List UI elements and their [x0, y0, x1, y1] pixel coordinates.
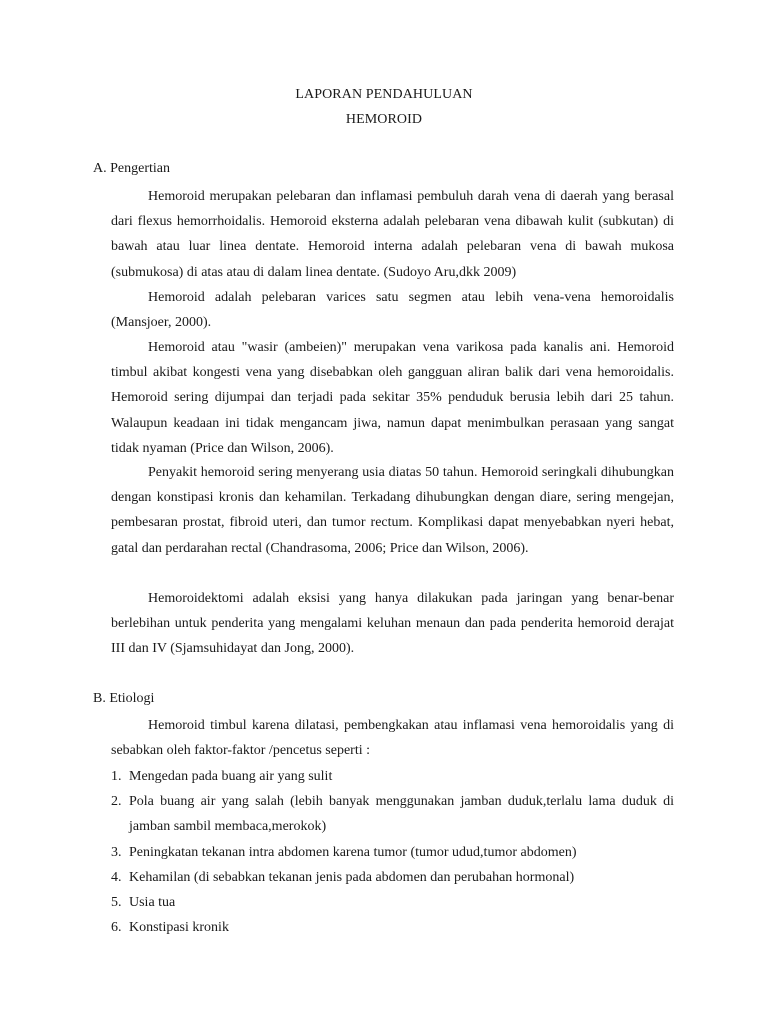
section-heading-etiologi: B. Etiologi [93, 691, 155, 706]
list-number: 2. [111, 794, 122, 810]
etiologi-list [111, 764, 674, 940]
paragraph: Hemoroid adalah pelebaran varices satu segmen atau lebih vena-vena hemoroidalis (Mansjoer, 2000). [111, 290, 674, 331]
list-item [111, 865, 674, 890]
document-subtitle: HEMOROID [345, 112, 423, 127]
list-number: 1. [111, 769, 122, 784]
list-item [111, 915, 674, 940]
paragraph: Hemoroid atau "wasir (ambeien)" merupakan vena varikosa pada kanalis ani. Hemoroid timbul akibat kongesti vena yang disebabkan oleh gangguan aliran balik dari vena hemoroidalis. Hemoroid sering dijumpai dan terjadi pada sekitar 35% penduduk berusia lebih dari 25 tahun. Walaupun keadaan ini tidak mengancam jiwa, namun dapat menimbulkan perasaan yang sangat tidak nyaman (Price dan Wilson, 2006). [111, 340, 674, 456]
list-number: 6. [111, 920, 122, 936]
list-item-text: Mengedan pada buang air yang sulit [129, 769, 333, 784]
list-item-text: Kehamilan (di sebabkan tekanan jenis pada abdomen dan perubahan hormonal) [129, 869, 575, 885]
list-item-text: Peningkatan tekanan intra abdomen karena tumor (tumor udud,tumor abdomen) [129, 844, 577, 860]
section-heading-pengertian: A. Pengertian [93, 161, 170, 176]
paragraph: Penyakit hemoroid sering menyerang usia diatas 50 tahun. Hemoroid seringkali dihubungkan dengan konstipasi kronis dan kehamilan. Terkadang dihubungkan dengan diare, sering mengejan, pembesaran prostat, fibroid uteri, dan tumor rectum. Komplikasi dapat menyebabkan nyeri hebat, gatal dan perdarahan rectal (Chandrasoma, 2006; Price dan Wilson, 2006). [111, 465, 674, 556]
list-item-text: Pola buang air yang salah (lebih banyak menggunakan jamban duduk,terlalu lama duduk di jamban sambil membaca,merokok) [129, 794, 674, 835]
list-number: 3. [111, 844, 122, 860]
list-number: 4. [111, 869, 122, 885]
paragraph: Hemoroid timbul karena dilatasi, pembengkakan atau inflamasi vena hemoroidalis yang di sebabkan oleh faktor-faktor /pencetus seperti : [111, 718, 674, 759]
list-item [111, 789, 674, 839]
list-item-text: Usia tua [129, 895, 176, 911]
paragraph: Hemoroidektomi adalah eksisi yang hanya dilakukan pada jaringan yang benar-benar berlebihan untuk penderita yang mengalami keluhan menaun dan pada penderita hemoroid derajat III dan IV (Sjamsuhidayat dan Jong, 2000). [111, 591, 674, 657]
list-item [111, 840, 674, 865]
list-number: 5. [111, 895, 122, 911]
list-item [111, 764, 674, 789]
paragraph: Hemoroid merupakan pelebaran dan inflamasi pembuluh darah vena di daerah yang berasal dari flexus hemorrhoidalis. Hemoroid eksterna adalah pelebaran vena dibawah kulit (subkutan) di bawah atau luar linea dentate. Hemoroid interna adalah pelebaran vena di bawah mukosa (submukosa) di atas atau di dalam linea dentate. (Sudoyo Aru,dkk 2009) [111, 189, 674, 280]
list-item-text: Konstipasi kronik [129, 920, 229, 936]
list-item [111, 890, 674, 915]
document-title: LAPORAN PENDAHULUAN [295, 87, 473, 102]
